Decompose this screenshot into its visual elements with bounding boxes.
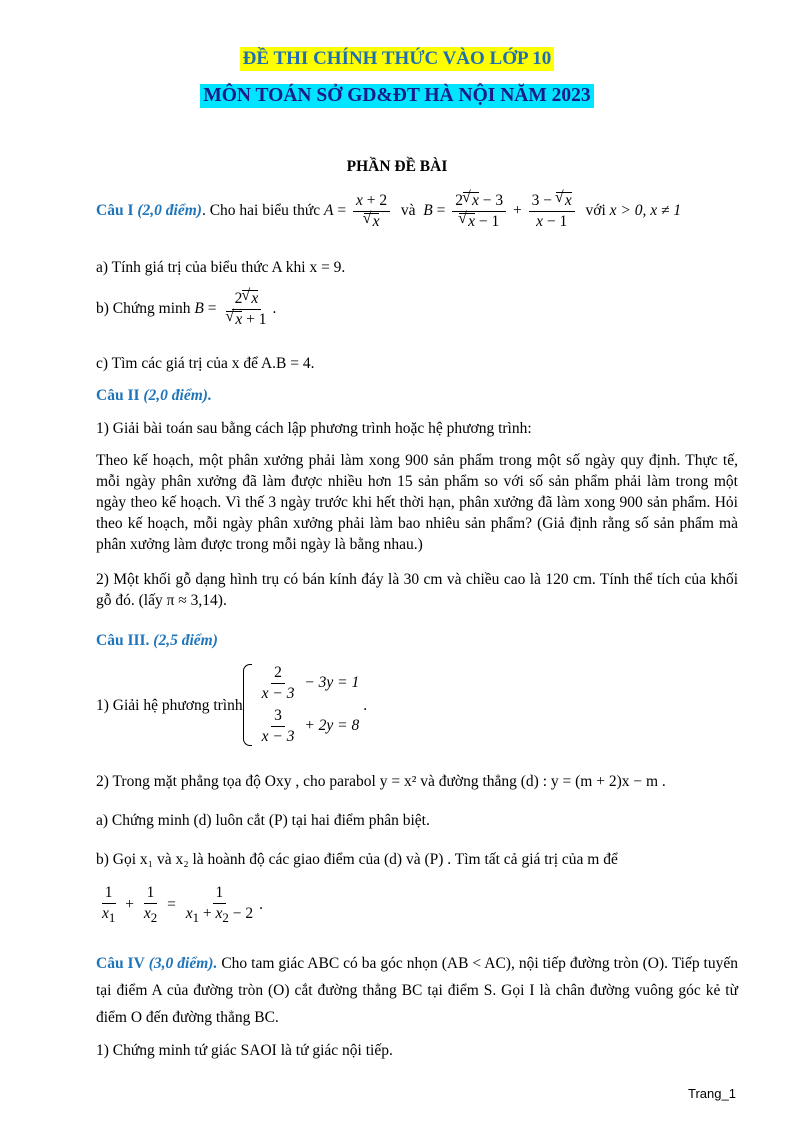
page-number: Trang_1 (688, 1086, 736, 1101)
question-1-intro: . Cho hai biểu thức (201, 202, 321, 220)
equation-system (243, 664, 360, 746)
question-3-part2: 2) Trong mặt phẳng tọa độ Oxy , cho parabol y = x² và đường thẳng (d) : y = (m + 2)x − m . (96, 773, 666, 790)
condition: x > 0, x ≠ 1 (609, 202, 682, 220)
question-3-part1: 1) Giải hệ phương trình $\frac{2}{x - 3}$ − 3y = 1 $\frac{3}{x - 3}$ + 2y = 8 . (96, 664, 368, 745)
question-4-part1: 1) Chứng minh tứ giác SAOI là tứ giác nội tiếp. (96, 1042, 393, 1059)
question-2-part1-intro: 1) Giải bài toán sau bằng cách lập phương trình hoặc hệ phương trình: (96, 420, 532, 437)
formula-A: A = x + 2 √ x (324, 202, 397, 219)
question-1-points: (2,0 điểm) (137, 202, 202, 220)
question-3-header: Câu III. (2,5 điểm) (96, 632, 218, 649)
equation-1: $\frac{2}{x - 3}$ − 3y = 1 (261, 664, 360, 702)
question-3-condition: $\frac{1}{x_1}$ + $\frac{1}{x_2}$ = $\frac{1}{x_1 + x_2 - 2}$ . (102, 884, 263, 926)
question-1b: b) Chứng minh B = 2√ x √ x + 1 . (96, 290, 738, 329)
question-4: Câu IV (3,0 điểm). Cho tam giác ABC có ba góc nhọn (AB < AC), nội tiếp đường tròn (O). Tiếp tuyến tại điểm A của đường tròn (O) cắt đường thẳng BC tại điểm S. Gọi I là chân đường vuông góc kẻ từ điểm O đến đường thẳng BC. (96, 955, 738, 1026)
question-1-label: Câu I (96, 202, 134, 220)
question-2-part1-text: Theo kế hoạch, một phân xưởng phải làm xong 900 sản phẩm trong một số ngày quy định. Thực tế, mỗi ngày phân xưởng đã làm được nhiều hơn 15 sản phẩm so với số sản phẩm phải làm trong một ngày theo kế hoạch. Vì thế 3 ngày trước khi hết thời hạn, phân xưởng đã làm xong 900 sản phẩm. Hỏi theo kế hoạch, mỗi ngày phân xưởng phải làm bao nhiêu sản phẩm? (Giả định rằng số sản phẩm mà phân xưởng làm được trong mỗi ngày là bằng nhau.) (96, 452, 738, 553)
question-2-header: Câu II (2,0 điểm). (96, 387, 212, 404)
equation-2: $\frac{3}{x - 3}$ + 2y = 8 (261, 707, 360, 745)
formula-B: B = 2√ x − 3 √ x − 1 + $\frac{3 - √ x}{x - 1}$ (423, 202, 581, 219)
question-1a: a) Tính giá trị của biểu thức A khi x = 9. (96, 259, 346, 276)
question-3-part2b: b) Gọi x₁ và x₂ là hoành độ các giao điểm của (d) và (P) . Tìm tất cả giá trị của m để (96, 851, 618, 868)
question-2-part2-text: 2) Một khối gỗ dạng hình trụ có bán kính đáy là 30 cm và chiều cao là 120 cm. Tính thể tích của khối gỗ đó. (lấy π ≈ 3,14). (96, 571, 738, 609)
question-1c: c) Tìm các giá trị của x để A.B = 4. (96, 355, 315, 372)
section-title: PHẦN ĐỀ BÀI (346, 158, 448, 175)
question-1: Câu I (2,0 điểm). Cho hai biểu thức A = x + 2 √ x và B = 2√ x − 3 √ x − 1 + $\frac{3 - √ x}{x - 1}$ với x > 0, x ≠ 1 (96, 192, 738, 231)
question-3-part2a: a) Chứng minh (d) luôn cắt (P) tại hai điểm phân biệt. (96, 812, 430, 829)
exam-subtitle: MÔN TOÁN SỞ GD&ĐT HÀ NỘI NĂM 2023 (0, 84, 794, 108)
exam-title: ĐỀ THI CHÍNH THỨC VÀO LỚP 10 (0, 47, 794, 71)
formula-B-proof: B = 2√ x √ x + 1 . (194, 300, 276, 317)
